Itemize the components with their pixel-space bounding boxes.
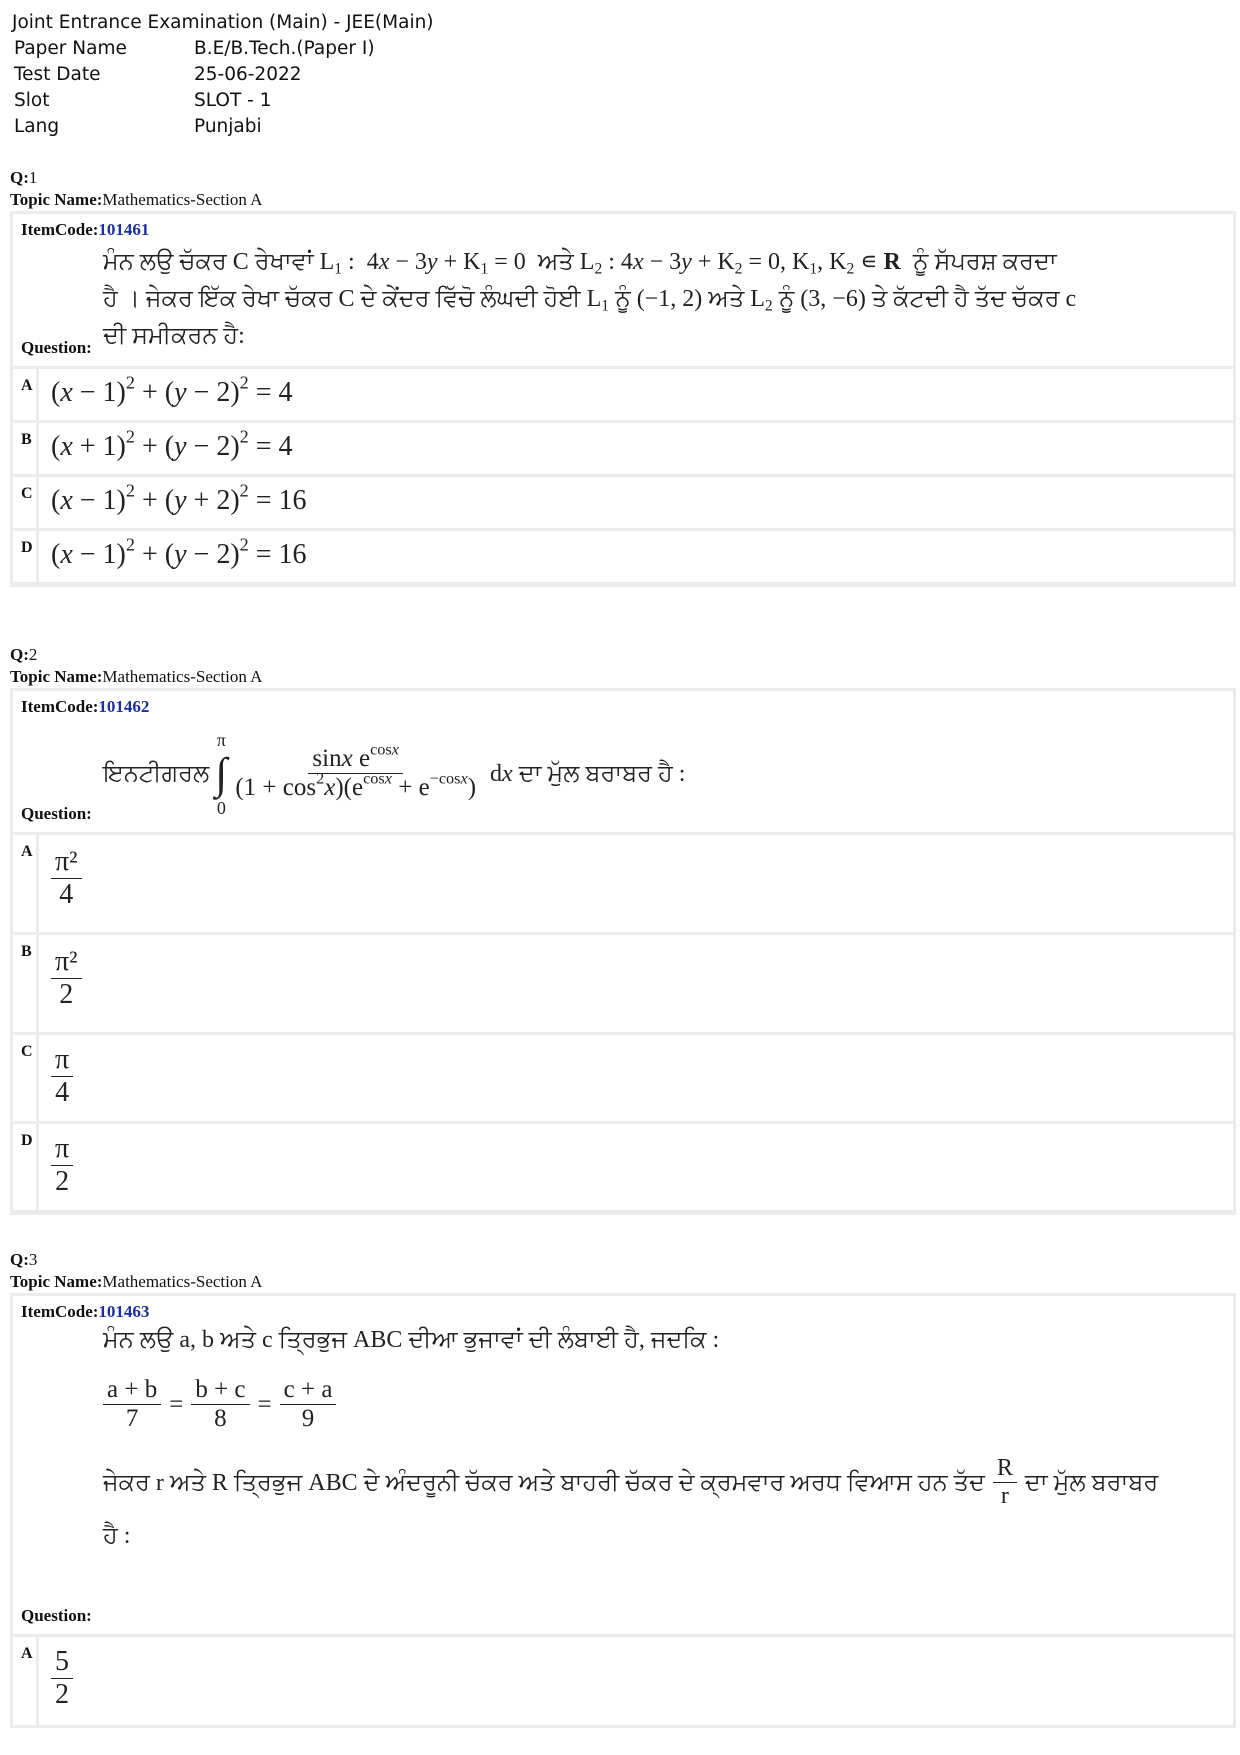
header-row-slot bbox=[12, 88, 434, 114]
item-code: ItemCode:101463 bbox=[21, 1302, 150, 1321]
item-code: ItemCode:101462 bbox=[21, 697, 150, 716]
option-c[interactable] bbox=[13, 477, 1233, 528]
integrand-fraction: $\frac{\sin x e^{cosx}}{(1 + \cos^2x)(e^{cosx} + e^{-cosx})}$ bbox=[235, 741, 477, 801]
question-label: Question: bbox=[21, 338, 92, 357]
option-c[interactable] bbox=[13, 1035, 1233, 1121]
option-d[interactable] bbox=[13, 1124, 1233, 1210]
option-value: $\frac{5}{2}$ bbox=[39, 1637, 1233, 1725]
question-block-1 bbox=[10, 167, 1236, 587]
option-letter: D bbox=[13, 1124, 39, 1210]
header-row-date bbox=[12, 62, 434, 88]
question-text: ਮੰਨ ਲਉ ਚੱਕਰ C ਰੇਖਾਵਾਂ $L_1$ : $4x - 3y + K_1 = 0$ ਅਤੇ $L_2$ : $4x - 3y + K_2 = 0$, $K_1$, $K_2$ ∊ R ਨੂੰ ਸੱਪਰਸ਼ ਕਰਦਾ ਹੈ । ਜੇਕਰ ਇੱਕ ਰੇਖਾ ਚੱਕਰ C ਦੇ ਕੇਂਦਰ ਵਿੱਚੋ ਲੰਘਦੀ ਹੋਈ $L_1$ ਨੂੰ (−1, 2) ਅਤੇ $L_2$ ਨੂੰ (3, −6) ਤੇ ਕੱਟਦੀ ਹੈ ਤੱਦ ਚੱਕਰ c ਦੀ ਸਮੀਕਰਨ ਹੈ: bbox=[103, 249, 1077, 349]
option-value: $(x - 1)^2 + (y - 2)^2 = 4$ bbox=[51, 372, 293, 408]
integral-sign: π ∫ 0 bbox=[215, 730, 228, 818]
question-number: Q:1 bbox=[10, 168, 38, 187]
header-key: Slot bbox=[14, 90, 50, 111]
header-row-lang bbox=[12, 114, 434, 140]
option-a[interactable] bbox=[13, 369, 1233, 420]
option-letter: C bbox=[13, 477, 39, 528]
option-letter: B bbox=[13, 935, 39, 1032]
paper-header bbox=[12, 10, 434, 140]
header-value: SLOT - 1 bbox=[194, 90, 272, 111]
option-letter: B bbox=[13, 423, 39, 474]
header-value: 25-06-2022 bbox=[194, 64, 302, 85]
option-letter: D bbox=[13, 531, 39, 582]
question-block-2 bbox=[10, 644, 1236, 1215]
item-code: ItemCode:101461 bbox=[21, 220, 150, 239]
header-value: Punjabi bbox=[194, 116, 262, 137]
question-number: Q:2 bbox=[10, 645, 38, 664]
question-cell bbox=[13, 1296, 1233, 1634]
question-label: Question: bbox=[21, 804, 92, 823]
option-value: $\frac{\pi}{4}$ bbox=[39, 1035, 1233, 1121]
header-value: B.E/B.Tech.(Paper I) bbox=[194, 38, 375, 59]
option-letter: C bbox=[13, 1035, 39, 1121]
header-row-paper bbox=[12, 36, 434, 62]
question-text: ਇਨਟੀਗਰਲ π ∫ 0 $\frac{\sin x e^{cosx}}{(1 + \cos^2x)(e^{cosx} + e^{-cosx})}$ dx ਦਾ ਮੁੱਲ ਬਰਾਬਰ ਹੈ : bbox=[103, 730, 686, 818]
option-value: $\frac{\text{π²}}{4}$ bbox=[39, 835, 1233, 932]
option-b[interactable] bbox=[13, 935, 1233, 1032]
exam-title: Joint Entrance Examination (Main) - JEE(Main) bbox=[12, 12, 434, 33]
option-a[interactable] bbox=[13, 835, 1233, 932]
option-value: $(x - 1)^2 + (y + 2)^2 = 16$ bbox=[51, 480, 307, 516]
option-a[interactable] bbox=[13, 1637, 1233, 1725]
question-box bbox=[10, 1293, 1236, 1728]
option-letter: A bbox=[13, 1637, 39, 1725]
topic-name: Topic Name:Mathematics-Section A bbox=[10, 1272, 263, 1291]
question-text: ਮੰਨ ਲਉ a, b ਅਤੇ c ਤ੍ਰਿਭੁਜ ABC ਦੀਆ ਭੁਜਾਵਾਂ ਦੀ ਲੰਬਾਈ ਹੈ, ਜਦਕਿ : $\frac{a + b}{7}$ = $\frac{b + c}{8}$ = $\frac{c + a}{9}$ ਜੇਕਰ r ਅਤੇ R ਤ੍ਰਿਭੁਜ ABC ਦੇ ਅੰਦਰੂਨੀ ਚੱਕਰ ਅਤੇ ਬਾਹਰੀ ਚੱਕਰ ਦੇ ਕ੍ਰਮਵਾਰ ਅਰਧ ਵਿਆਸ ਹਨ ਤੱਦ $\frac{R}{r}$ ਦਾ ਮੁੱਲ ਬਰਾਬਰ ਹੈ : bbox=[103, 1324, 1223, 1552]
option-value: $(x - 1)^2 + (y - 2)^2 = 16$ bbox=[51, 534, 307, 570]
option-d[interactable] bbox=[13, 531, 1233, 582]
question-box bbox=[10, 211, 1236, 587]
option-value: $(x + 1)^2 + (y - 2)^2 = 4$ bbox=[51, 426, 293, 462]
header-key: Lang bbox=[14, 116, 60, 137]
topic-name: Topic Name:Mathematics-Section A bbox=[10, 667, 263, 686]
header-key: Paper Name bbox=[14, 38, 127, 59]
question-number: Q:3 bbox=[10, 1250, 38, 1269]
option-value: $\frac{\pi}{2}$ bbox=[39, 1124, 1233, 1210]
question-cell bbox=[13, 691, 1233, 832]
topic-name: Topic Name:Mathematics-Section A bbox=[10, 190, 263, 209]
question-box bbox=[10, 688, 1236, 1215]
question-block-3 bbox=[10, 1249, 1236, 1728]
question-cell bbox=[13, 214, 1233, 366]
option-letter: A bbox=[13, 835, 39, 932]
option-value: $\frac{\text{π²}}{2}$ bbox=[39, 935, 1233, 1032]
header-key: Test Date bbox=[14, 64, 101, 85]
option-letter: A bbox=[13, 369, 39, 420]
ratio-equation: $\frac{a + b}{7}$ = $\frac{b + c}{8}$ = $\frac{c + a}{9}$ bbox=[103, 1376, 1223, 1433]
question-sentence: ਜੇਕਰ r ਅਤੇ R ਤ੍ਰਿਭੁਜ ABC ਦੇ ਅੰਦਰੂਨੀ ਚੱਕਰ ਅਤੇ ਬਾਹਰੀ ਚੱਕਰ ਦੇ ਕ੍ਰਮਵਾਰ ਅਰਧ ਵਿਆਸ ਹਨ ਤੱਦ $\frac{R}{r}$ ਦਾ ਮੁੱਲ ਬਰਾਬਰ bbox=[103, 1455, 1159, 1509]
option-b[interactable] bbox=[13, 423, 1233, 474]
question-label: Question: bbox=[21, 1606, 92, 1625]
